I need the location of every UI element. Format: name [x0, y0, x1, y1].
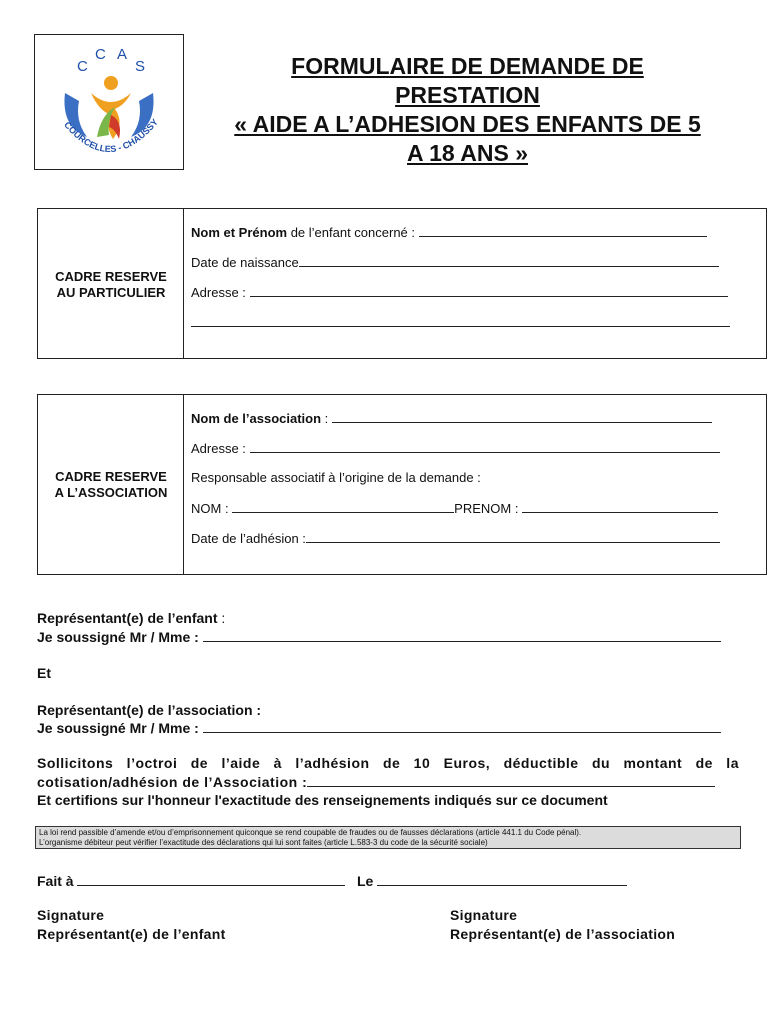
adhesion-date-label: Date de l’adhésion :	[191, 531, 306, 546]
fait-blank[interactable]	[77, 872, 345, 886]
association-name-field[interactable]	[191, 410, 712, 426]
association-name-blank[interactable]	[332, 410, 712, 423]
association-label-line-2: A L’ASSOCIATION	[54, 485, 168, 500]
particulier-label-cell	[38, 209, 184, 358]
signature-right-title: Signature	[450, 907, 518, 923]
rep-asso-heading: Représentant(e) de l’association :	[37, 702, 262, 718]
rep-enfant-heading	[37, 610, 225, 626]
child-address-field[interactable]	[191, 284, 728, 300]
child-address-blank[interactable]	[250, 284, 728, 297]
child-address-blank-2[interactable]	[191, 314, 730, 327]
particulier-label-line-2: AU PARTICULIER	[56, 285, 166, 300]
cotisation-blank[interactable]	[307, 773, 715, 787]
logo-letter-c1: C	[77, 58, 88, 75]
soussigne-asso-field[interactable]	[37, 719, 721, 736]
particulier-label-line-1: CADRE RESERVE	[55, 269, 167, 284]
soussigne-asso-label: Je soussigné Mr / Mme :	[37, 720, 203, 736]
association-address-blank[interactable]	[250, 440, 720, 453]
soussigne-enfant-label: Je soussigné Mr / Mme :	[37, 629, 203, 645]
responsable-label: Responsable associatif à l’origine de la demande :	[191, 470, 481, 485]
title-line-3: « AIDE A L’ADHESION DES ENFANTS DE 5	[234, 111, 701, 137]
child-address-line-2[interactable]	[191, 314, 730, 330]
certifions-text: Et certifions sur l'honneur l'exactitude des renseignements indiqués sur ce document	[37, 792, 608, 808]
signature-left-title: Signature	[37, 907, 105, 923]
legal-notice	[35, 826, 741, 849]
figure-head	[104, 76, 118, 90]
association-address-label: Adresse :	[191, 441, 250, 456]
association-name-label-rest: :	[321, 411, 332, 426]
logo-town-text: COURCELLES - CHAUSSY	[62, 116, 160, 155]
soussigne-asso-blank[interactable]	[203, 719, 721, 733]
signature-right-role: Représentant(e) de l’association	[450, 926, 676, 942]
fait-field[interactable]	[37, 872, 345, 889]
legal-notice-line-2: L’organisme débiteur peut vérifier l’exactitude des déclarations qui lui sont faites (article L.583-3 du code de la sécurité sociale)	[39, 838, 488, 847]
child-name-label-rest: de l’enfant concerné :	[287, 225, 419, 240]
soussigne-enfant-field[interactable]	[37, 628, 721, 645]
child-name-field[interactable]	[191, 224, 707, 240]
rep-enfant-colon: :	[217, 610, 226, 626]
cotisation-label: cotisation/adhésion de l’Association :	[37, 774, 308, 790]
adhesion-date-blank[interactable]	[306, 530, 720, 543]
legal-notice-line-1: La loi rend passible d’amende et/ou d’emprisonnement quiconque se rend coupable de fraudes ou de fausses déclarations (article 441.1 du Code pénal).	[39, 828, 582, 837]
birthdate-field[interactable]	[191, 254, 719, 270]
fait-label: Fait à	[37, 873, 78, 889]
rep-enfant-label: Représentant(e) de l’enfant	[37, 610, 218, 626]
responsable-nom-label: NOM :	[191, 501, 233, 516]
responsable-prenom-label: PRENOM :	[454, 501, 523, 516]
association-name-label-bold: Nom de l’association	[191, 411, 322, 426]
soussigne-enfant-blank[interactable]	[203, 628, 721, 642]
title-line-4: A 18 ANS »	[406, 140, 528, 166]
logo-letter-a: A	[117, 46, 128, 63]
et-text: Et	[37, 665, 51, 681]
association-label-cell	[38, 395, 184, 574]
child-address-label: Adresse :	[191, 285, 250, 300]
logo-letter-c2: C	[95, 46, 106, 63]
child-name-label-bold: Nom et Prénom	[191, 225, 288, 240]
ccas-logo	[34, 34, 184, 170]
responsable-prenom-blank[interactable]	[522, 500, 718, 513]
association-label-line-1: CADRE RESERVE	[55, 469, 167, 484]
cotisation-field[interactable]	[37, 773, 715, 790]
date-field[interactable]	[357, 872, 627, 889]
child-name-blank[interactable]	[419, 224, 707, 237]
signature-left-role: Représentant(e) de l’enfant	[37, 926, 226, 942]
form-title	[195, 52, 740, 168]
section-particulier	[37, 208, 767, 359]
le-label: Le	[357, 873, 378, 889]
adhesion-date-field[interactable]	[191, 530, 720, 546]
birthdate-blank[interactable]	[299, 254, 719, 267]
title-line-1: FORMULAIRE DE DEMANDE DE	[291, 53, 644, 79]
le-blank[interactable]	[377, 872, 627, 886]
logo-letter-s: S	[135, 58, 146, 75]
responsable-name-field[interactable]	[191, 500, 718, 516]
association-address-field[interactable]	[191, 440, 720, 456]
section-association	[37, 394, 767, 575]
title-line-2: PRESTATION	[395, 82, 540, 108]
responsable-nom-blank[interactable]	[232, 500, 454, 513]
ccas-logo-graphic	[35, 35, 183, 169]
birthdate-label: Date de naissance	[191, 255, 299, 270]
sollicitons-text: Sollicitons l’octroi de l’aide à l’adhésion de 10 Euros, déductible du montant de la	[37, 755, 739, 771]
